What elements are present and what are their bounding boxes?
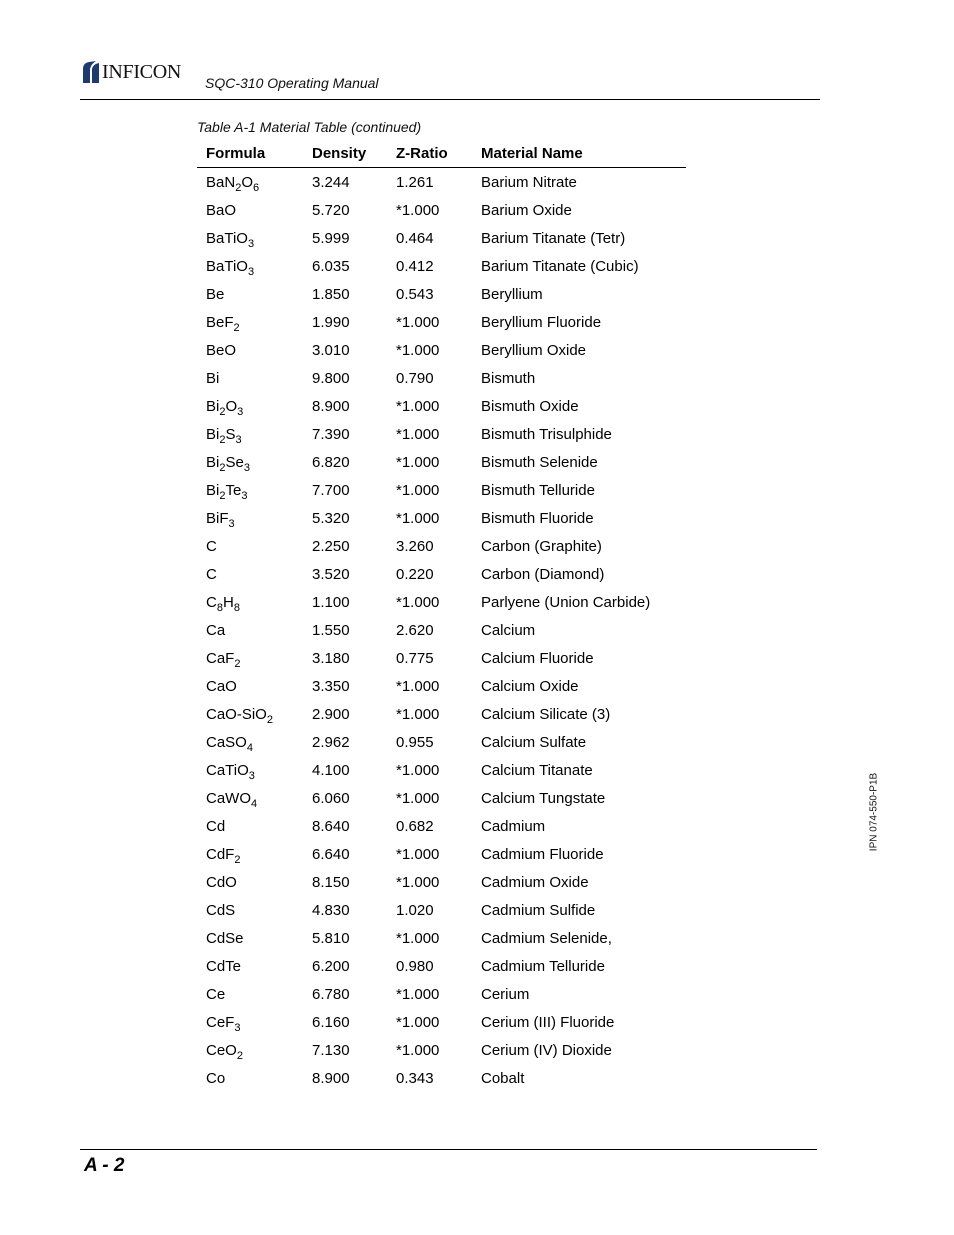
table-row [197,560,686,588]
table-caption: Table A-1 Material Table (continued) [197,119,422,135]
z-ratio-cell: 2.620 [396,621,434,639]
z-ratio-cell: 3.260 [396,537,434,555]
density-cell: 5.720 [312,201,350,219]
table-header-row [197,140,686,168]
z-ratio-cell: 0.343 [396,1069,434,1087]
formula-cell [197,588,312,616]
density-cell: 6.160 [312,1013,350,1031]
formula-element: CaWO [206,789,251,807]
header-z-ratio: Z-Ratio [396,140,481,168]
table-row [197,840,686,868]
formula-element: CeF [206,1013,235,1031]
formula-cell [197,532,312,560]
formula-cell [197,840,312,868]
formula-subscript: 2 [233,321,240,334]
formula-subscript: 3 [241,489,248,502]
table-row [197,420,686,448]
material-name-cell: Calcium Tungstate [481,789,606,807]
formula-cell [197,448,312,476]
z-ratio-cell: 0.220 [396,565,434,583]
material-table [197,140,686,1092]
density-cell: 8.640 [312,817,350,835]
formula-cell [197,1064,312,1092]
formula-element: CdS [206,901,236,919]
material-name-cell: Bismuth Oxide [481,397,579,415]
formula-element: BaO [206,201,237,219]
formula-element: Cd [206,817,226,835]
z-ratio-cell: *1.000 [396,761,440,779]
formula-element: Bi [206,369,220,387]
formula-subscript: 2 [219,489,226,502]
material-name-cell: Bismuth Selenide [481,453,598,471]
formula-subscript: 3 [228,517,235,530]
formula-cell [197,672,312,700]
formula-subscript: 2 [266,713,273,726]
z-ratio-cell: *1.000 [396,313,440,331]
formula-subscript: 3 [235,433,242,446]
formula-subscript: 6 [253,181,260,194]
formula-element: H [222,593,234,611]
formula-element: CeO [206,1041,237,1059]
formula-cell [197,420,312,448]
formula-cell [197,336,312,364]
formula-cell [197,252,312,280]
table-row [197,168,686,197]
formula-cell [197,952,312,980]
manual-title: SQC-310 Operating Manual [205,75,379,91]
density-cell: 5.999 [312,229,350,247]
formula-element: Ce [206,985,226,1003]
material-name-cell: Cadmium Selenide, [481,929,612,947]
table-row [197,224,686,252]
density-cell: 8.150 [312,873,350,891]
z-ratio-cell: *1.000 [396,453,440,471]
z-ratio-cell: *1.000 [396,985,440,1003]
formula-cell [197,224,312,252]
table-row [197,392,686,420]
density-cell: 6.780 [312,985,350,1003]
z-ratio-cell: 0.980 [396,957,434,975]
density-cell: 4.100 [312,761,350,779]
z-ratio-cell: *1.000 [396,481,440,499]
formula-element: BeO [206,341,237,359]
page-number: A - 2 [84,1155,125,1176]
formula-cell [197,1008,312,1036]
inficon-logo [81,59,196,85]
density-cell: 7.130 [312,1041,350,1059]
formula-element: Bi [206,397,220,415]
z-ratio-cell: *1.000 [396,425,440,443]
material-name-cell: Cobalt [481,1069,525,1087]
table-row [197,588,686,616]
formula-element: Bi [206,453,220,471]
header-formula: Formula [197,140,312,168]
z-ratio-cell: 1.261 [396,173,434,191]
material-name-cell: Cerium [481,985,530,1003]
material-name-cell: Cerium (IV) Dioxide [481,1041,612,1059]
table-row [197,952,686,980]
z-ratio-cell: *1.000 [396,1041,440,1059]
density-cell: 6.820 [312,453,350,471]
table-row [197,448,686,476]
material-name-cell: Cadmium Sulfide [481,901,596,919]
density-cell: 3.244 [312,173,350,191]
formula-element: S [225,425,236,443]
formula-subscript: 2 [219,405,226,418]
z-ratio-cell: *1.000 [396,201,440,219]
z-ratio-cell: 0.790 [396,369,434,387]
table-row [197,756,686,784]
table-row [197,980,686,1008]
table-row [197,728,686,756]
formula-cell [197,784,312,812]
material-name-cell: Bismuth Trisulphide [481,425,612,443]
density-cell: 4.830 [312,901,350,919]
ipn-label: IPN 074-550-P1B [868,772,880,852]
table-row [197,812,686,840]
material-name-cell: Barium Oxide [481,201,572,219]
formula-subscript: 3 [234,1021,241,1034]
table-row [197,672,686,700]
formula-element: Ba [206,173,225,191]
formula-element: Bi [206,425,220,443]
density-cell: 1.850 [312,285,350,303]
material-name-cell: Calcium Oxide [481,677,579,695]
table-row [197,616,686,644]
formula-element: CdF [206,845,235,863]
material-name-cell: Calcium Fluoride [481,649,594,667]
formula-element: Se [225,453,244,471]
density-cell: 7.390 [312,425,350,443]
formula-cell [197,504,312,532]
formula-element: CdTe [206,957,242,975]
z-ratio-cell: *1.000 [396,1013,440,1031]
formula-cell [197,980,312,1008]
z-ratio-cell: 0.412 [396,257,434,275]
table-row [197,532,686,560]
formula-cell [197,392,312,420]
material-name-cell: Cadmium Fluoride [481,845,604,863]
formula-subscript: 4 [251,797,258,810]
formula-element: Ca [206,621,226,639]
z-ratio-cell: *1.000 [396,929,440,947]
inficon-logo-mark-icon [81,60,101,84]
material-name-cell: Barium Titanate (Tetr) [481,229,626,247]
density-cell: 8.900 [312,397,350,415]
table-row [197,1036,686,1064]
formula-subscript: 4 [246,741,253,754]
table-row [197,1008,686,1036]
material-name-cell: Bismuth Telluride [481,481,595,499]
formula-element: CaO-SiO [206,705,267,723]
z-ratio-cell: *1.000 [396,509,440,527]
formula-subscript: 3 [243,461,250,474]
formula-cell [197,196,312,224]
formula-cell [197,280,312,308]
table-row [197,644,686,672]
density-cell: 6.200 [312,957,350,975]
density-cell: 1.990 [312,313,350,331]
table-row [197,924,686,952]
formula-element: BeF [206,313,234,331]
density-cell: 5.810 [312,929,350,947]
z-ratio-cell: 0.464 [396,229,434,247]
formula-subscript: 3 [248,769,255,782]
footer-rule [80,1149,817,1150]
formula-element: O [225,397,238,415]
density-cell: 1.550 [312,621,350,639]
material-name-cell: Cadmium Telluride [481,957,605,975]
z-ratio-cell: *1.000 [396,705,440,723]
formula-element: BaTiO [206,229,248,247]
formula-cell [197,728,312,756]
table-row [197,280,686,308]
material-name-cell: Beryllium Oxide [481,341,587,359]
table-row [197,196,686,224]
header-rule [80,99,820,100]
z-ratio-cell: 0.775 [396,649,434,667]
table-row [197,252,686,280]
material-name-cell: Beryllium Fluoride [481,313,602,331]
density-cell: 9.800 [312,369,350,387]
formula-subscript: 8 [216,601,223,614]
header-density: Density [312,140,396,168]
formula-element: CdO [206,873,237,891]
formula-cell [197,476,312,504]
density-cell: 3.520 [312,565,350,583]
table-row [197,700,686,728]
formula-subscript: 2 [236,1049,243,1062]
formula-cell [197,308,312,336]
formula-element: CaSO [206,733,247,751]
density-cell: 2.900 [312,705,350,723]
density-cell: 2.962 [312,733,350,751]
material-name-cell: Calcium Titanate [481,761,593,779]
density-cell: 7.700 [312,481,350,499]
z-ratio-cell: 0.682 [396,817,434,835]
z-ratio-cell: *1.000 [396,677,440,695]
z-ratio-cell: 0.543 [396,285,434,303]
material-name-cell: Cadmium Oxide [481,873,589,891]
table-row [197,336,686,364]
z-ratio-cell: *1.000 [396,789,440,807]
formula-element: Te [225,481,242,499]
table-row [197,896,686,924]
density-cell: 6.640 [312,845,350,863]
material-name-cell: Bismuth [481,369,536,387]
z-ratio-cell: *1.000 [396,845,440,863]
formula-cell [197,644,312,672]
formula-subscript: 2 [219,433,226,446]
material-name-cell: Barium Nitrate [481,173,577,191]
formula-cell [197,812,312,840]
formula-element: CaO [206,677,237,695]
density-cell: 3.180 [312,649,350,667]
density-cell: 3.010 [312,341,350,359]
formula-element: Bi [206,481,220,499]
material-name-cell: Calcium Sulfate [481,733,587,751]
table-row [197,784,686,812]
material-name-cell: Bismuth Fluoride [481,509,594,527]
density-cell: 2.250 [312,537,350,555]
formula-cell [197,1036,312,1064]
formula-element: C [206,565,217,583]
formula-subscript: 3 [247,237,255,250]
table-row [197,364,686,392]
formula-cell [197,168,312,197]
z-ratio-cell: *1.000 [396,593,440,611]
formula-element: CaF [206,649,235,667]
formula-subscript: 2 [234,657,241,670]
formula-element: C [206,593,217,611]
density-cell: 3.350 [312,677,350,695]
material-name-cell: Cerium (III) Fluoride [481,1013,615,1031]
z-ratio-cell: *1.000 [396,341,440,359]
z-ratio-cell: 1.020 [396,901,434,919]
formula-element: O [241,173,253,191]
density-cell: 8.900 [312,1069,350,1087]
formula-cell [197,896,312,924]
formula-cell [197,364,312,392]
formula-element: BiF [206,509,229,527]
material-name-cell: Barium Titanate (Cubic) [481,257,639,275]
table-row [197,868,686,896]
formula-cell [197,560,312,588]
header-material-name: Material Name [481,140,686,168]
material-name-cell: Carbon (Diamond) [481,565,605,583]
formula-element: C [206,537,217,555]
formula-cell [197,700,312,728]
formula-subscript: 8 [233,601,240,614]
table-row [197,476,686,504]
formula-cell [197,756,312,784]
material-name-cell: Carbon (Graphite) [481,537,602,555]
material-name-cell: Calcium [481,621,536,639]
density-cell: 6.060 [312,789,350,807]
table-row [197,308,686,336]
formula-element: BaTiO [206,257,248,275]
z-ratio-cell: *1.000 [396,873,440,891]
z-ratio-cell: *1.000 [396,397,440,415]
table-body [197,168,686,1093]
density-cell: 5.320 [312,509,350,527]
table-row [197,1064,686,1092]
table-row [197,504,686,532]
material-name-cell: Calcium Silicate (3) [481,705,611,723]
formula-subscript: 2 [235,181,242,194]
formula-subscript: 2 [234,853,241,866]
formula-subscript: 3 [237,405,244,418]
density-cell: 1.100 [312,593,350,611]
formula-element: CdSe [206,929,244,947]
formula-cell [197,924,312,952]
formula-cell [197,868,312,896]
density-cell: 6.035 [312,257,350,275]
formula-subscript: 2 [219,461,226,474]
formula-element: N [224,173,236,191]
formula-element: Be [206,285,225,303]
material-name-cell: Cadmium [481,817,546,835]
formula-element: Co [206,1069,226,1087]
formula-cell [197,616,312,644]
material-name-cell: Parlyene (Union Carbide) [481,593,651,611]
z-ratio-cell: 0.955 [396,733,434,751]
material-name-cell: Beryllium [481,285,543,303]
logo-text: INFICON [102,61,182,83]
formula-element: CaTiO [206,761,249,779]
formula-subscript: 3 [247,265,255,278]
